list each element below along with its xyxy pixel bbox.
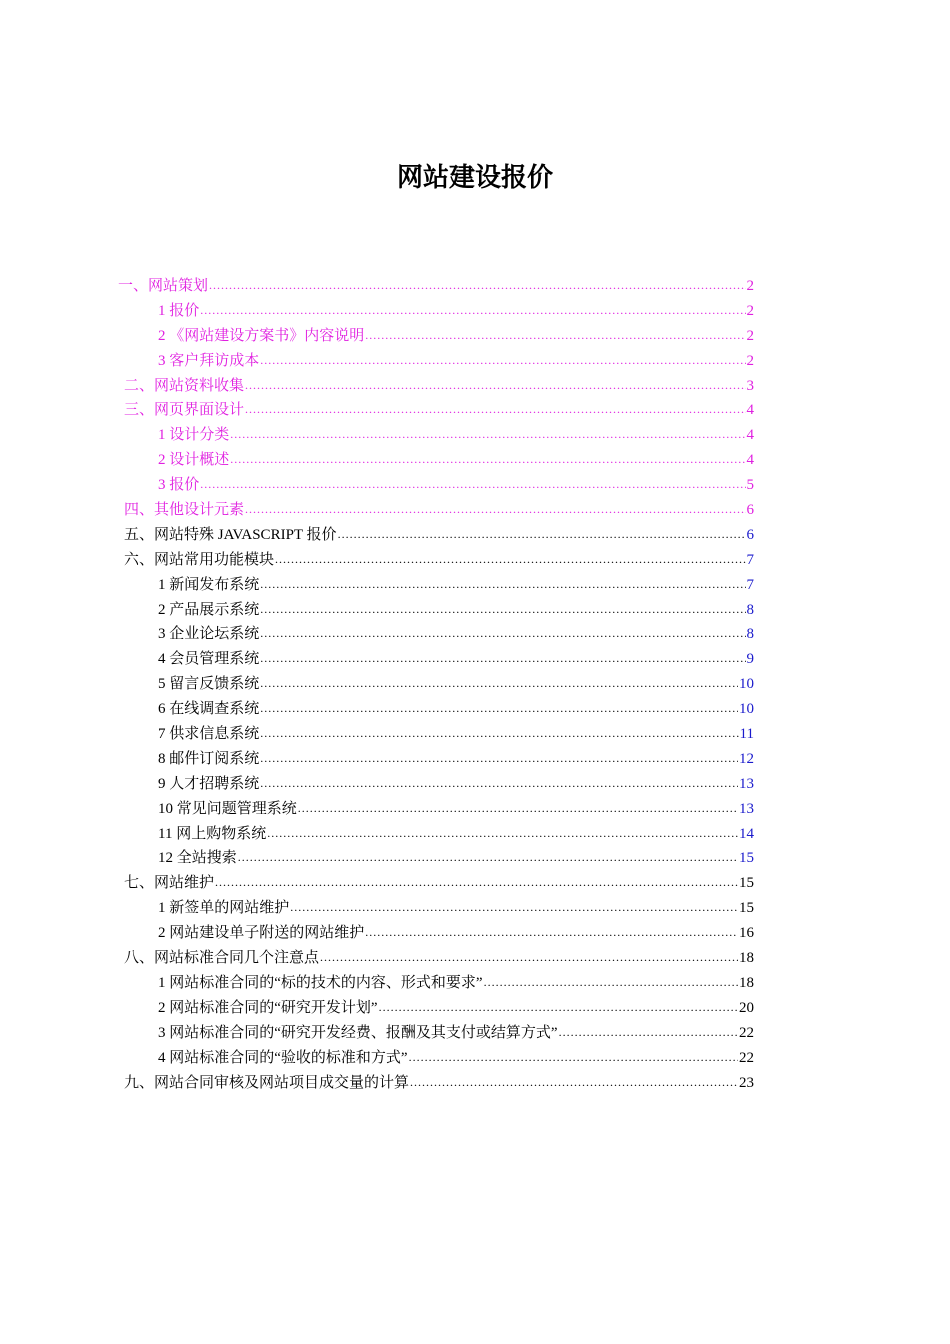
toc-page-number: 13: [739, 775, 754, 792]
toc-entry-label: 6 在线调查系统: [158, 701, 260, 718]
toc-entry-label: 12 全站搜索: [158, 850, 237, 867]
toc-leader-dots: [365, 323, 745, 348]
toc-leader-dots: [260, 696, 738, 721]
toc-leader-dots: [409, 1045, 738, 1070]
toc-page-number: 12: [739, 750, 754, 767]
toc-page-number: 3: [746, 377, 754, 394]
toc-leader-dots: [260, 572, 745, 597]
toc-leader-dots: [290, 895, 738, 920]
toc-leader-dots: [267, 821, 738, 846]
toc-entry[interactable]: [118, 274, 754, 299]
toc-entry-label: 7 供求信息系统: [158, 726, 260, 743]
toc-entry-label: 9 人才招聘系统: [158, 775, 260, 792]
toc-page-number: 2: [746, 327, 754, 344]
toc-page-number: 15: [739, 875, 754, 892]
toc-entry-label: 六、网站常用功能模块: [124, 551, 275, 568]
toc-page-number: 8: [746, 626, 754, 643]
toc-page-number: 15: [739, 900, 754, 917]
toc-entry-label: 3 客户拜访成本: [158, 352, 260, 369]
toc-entry[interactable]: [118, 822, 754, 847]
toc-leader-dots: [298, 796, 738, 821]
toc-page-number: 2: [746, 352, 754, 369]
toc-entry-label: 3 企业论坛系统: [158, 626, 260, 643]
toc-entry[interactable]: [118, 946, 754, 971]
toc-page-number: 6: [746, 526, 754, 543]
toc-page-number: 2: [746, 278, 754, 294]
table-of-contents: [118, 274, 754, 1095]
toc-entry-label: 4 网站标准合同的“验收的标准和方式”: [158, 1049, 408, 1066]
toc-entry-label: 七、网站维护: [124, 875, 215, 892]
toc-page-number: 18: [739, 974, 754, 991]
toc-page-number: 6: [746, 502, 754, 519]
toc-entry-label: 3 网站标准合同的“研究开发经费、报酬及其支付或结算方式”: [158, 1024, 558, 1041]
toc-entry[interactable]: [118, 324, 754, 349]
toc-entry[interactable]: [118, 871, 754, 896]
toc-entry-label: 2 《网站建设方案书》内容说明: [158, 327, 365, 344]
toc-entry[interactable]: [118, 921, 754, 946]
toc-leader-dots: [209, 273, 745, 298]
toc-page-number: 18: [739, 950, 754, 967]
toc-entry[interactable]: [118, 672, 754, 697]
toc-entry[interactable]: [118, 996, 754, 1021]
toc-page-number: 10: [739, 701, 754, 718]
toc-leader-dots: [410, 1070, 738, 1095]
toc-leader-dots: [215, 870, 738, 895]
toc-entry-label: 10 常见问题管理系统: [158, 800, 297, 817]
toc-entry[interactable]: [118, 747, 754, 772]
toc-page-number: 4: [746, 402, 754, 419]
toc-leader-dots: [275, 547, 745, 572]
toc-page-number: 8: [746, 601, 754, 618]
toc-entry-label: 二、网站资料收集: [124, 377, 245, 394]
toc-page-number: 11: [739, 726, 754, 743]
toc-entry-label: 2 设计概述: [158, 452, 230, 469]
toc-page-number: 4: [746, 452, 754, 469]
toc-entry-label: 3 报价: [158, 477, 200, 494]
toc-entry[interactable]: [118, 349, 754, 374]
toc-entry[interactable]: [118, 772, 754, 797]
toc-entry[interactable]: [118, 398, 754, 423]
toc-entry[interactable]: [118, 473, 754, 498]
toc-entry-label: 八、网站标准合同几个注意点: [124, 950, 320, 967]
document-title: 网站建设报价: [396, 163, 553, 193]
toc-entry-label: 8 邮件订阅系统: [158, 750, 260, 767]
toc-page-number: 20: [739, 999, 754, 1016]
toc-entry-label: 九、网站合同审核及网站项目成交量的计算: [124, 1074, 410, 1091]
toc-leader-dots: [230, 447, 745, 472]
toc-leader-dots: [245, 397, 745, 422]
toc-entry[interactable]: [118, 697, 754, 722]
toc-entry[interactable]: [118, 299, 754, 324]
toc-leader-dots: [260, 621, 745, 646]
toc-entry-label: 1 设计分类: [158, 427, 230, 444]
toc-entry-label: 11 网上购物系统: [158, 825, 267, 842]
toc-entry-label: 1 网站标准合同的“标的技术的内容、形式和要求”: [158, 974, 483, 991]
toc-entry[interactable]: [118, 523, 754, 548]
toc-leader-dots: [260, 746, 738, 771]
toc-entry-label: 1 新签单的网站维护: [158, 900, 290, 917]
toc-entry[interactable]: [118, 548, 754, 573]
toc-page-number: 9: [746, 651, 754, 668]
toc-leader-dots: [260, 646, 745, 671]
toc-leader-dots: [338, 522, 746, 547]
toc-entry[interactable]: [118, 374, 754, 399]
toc-page-number: 15: [739, 850, 754, 867]
toc-leader-dots: [200, 298, 745, 323]
toc-leader-dots: [320, 945, 738, 970]
toc-page-number: 14: [739, 825, 754, 842]
toc-leader-dots: [260, 671, 738, 696]
toc-entry[interactable]: [118, 1021, 754, 1046]
toc-leader-dots: [559, 1020, 738, 1045]
toc-leader-dots: [260, 771, 738, 796]
toc-entry-label: 5 留言反馈系统: [158, 676, 260, 693]
toc-leader-dots: [379, 995, 738, 1020]
toc-entry-label: 一、网站策划: [118, 278, 209, 294]
toc-entry[interactable]: [118, 448, 754, 473]
toc-leader-dots: [365, 920, 738, 945]
toc-entry-label: 1 报价: [158, 302, 200, 319]
toc-entry[interactable]: [118, 573, 754, 598]
toc-entry[interactable]: [118, 1046, 754, 1071]
toc-leader-dots: [245, 373, 745, 398]
toc-leader-dots: [260, 348, 745, 373]
toc-entry[interactable]: [118, 722, 754, 747]
toc-leader-dots: [260, 721, 738, 746]
toc-page-number: 4: [746, 427, 754, 444]
toc-page-number: 5: [746, 477, 754, 494]
toc-leader-dots: [260, 597, 745, 622]
toc-entry-label: 2 网站建设单子附送的网站维护: [158, 925, 365, 942]
toc-entry[interactable]: [118, 797, 754, 822]
toc-page-number: 22: [739, 1024, 754, 1041]
toc-page-number: 23: [739, 1074, 754, 1091]
toc-page-number: 22: [739, 1049, 754, 1066]
toc-entry-label: 1 新闻发布系统: [158, 576, 260, 593]
toc-entry[interactable]: [118, 598, 754, 623]
toc-page-number: 2: [746, 302, 754, 319]
toc-entry[interactable]: [118, 498, 754, 523]
toc-entry[interactable]: [118, 622, 754, 647]
toc-entry-label: 2 产品展示系统: [158, 601, 260, 618]
toc-page-number: 13: [739, 800, 754, 817]
toc-entry[interactable]: [118, 971, 754, 996]
toc-entry-label: 三、网页界面设计: [124, 402, 245, 419]
toc-leader-dots: [238, 845, 738, 870]
toc-entry-label: 五、网站特殊 JAVASCRIPT 报价: [124, 526, 337, 543]
toc-page-number: 10: [739, 676, 754, 693]
toc-page-number: 7: [746, 551, 754, 568]
toc-leader-dots: [230, 422, 745, 447]
toc-page-number: 7: [746, 576, 754, 593]
toc-page-number: 16: [739, 925, 754, 942]
toc-leader-dots: [245, 497, 745, 522]
toc-entry-label: 四、其他设计元素: [124, 502, 245, 519]
toc-entry[interactable]: [118, 647, 754, 672]
toc-entry[interactable]: [118, 896, 754, 921]
toc-entry-label: 2 网站标准合同的“研究开发计划”: [158, 999, 378, 1016]
toc-entry[interactable]: [118, 846, 754, 871]
toc-leader-dots: [484, 970, 738, 995]
toc-entry-label: 4 会员管理系统: [158, 651, 260, 668]
toc-entry[interactable]: [118, 423, 754, 448]
toc-entry[interactable]: [118, 1071, 754, 1096]
toc-leader-dots: [200, 472, 745, 497]
